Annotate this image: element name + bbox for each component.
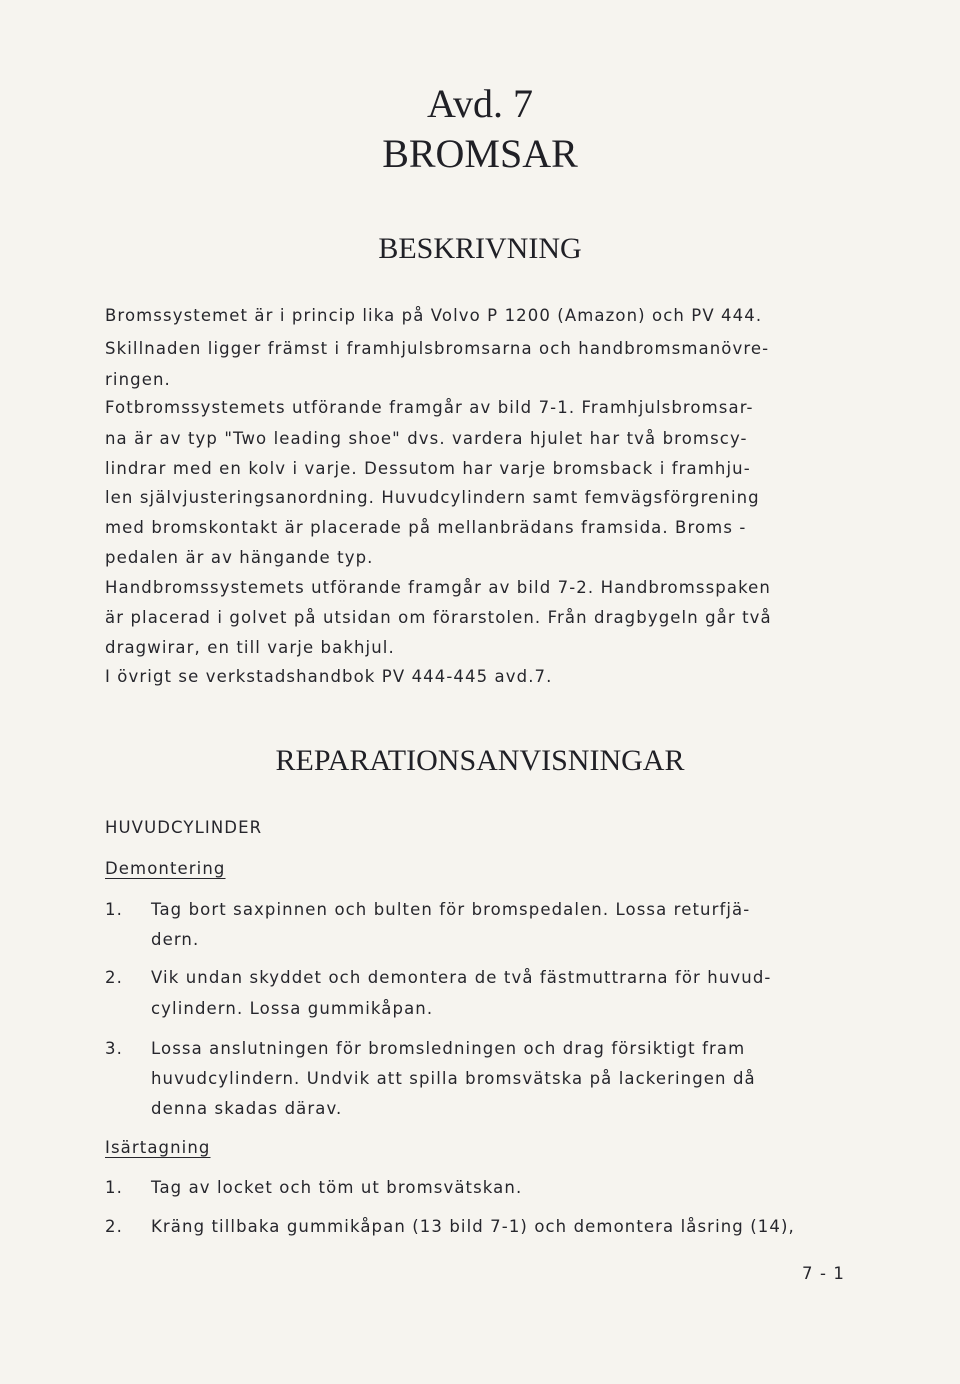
- body-line: med bromskontakt är placerade på mellanbrädans framsida. Broms -: [105, 518, 747, 537]
- body-line: är placerad i golvet på utsidan om förarstolen. Från dragbygeln går två: [105, 608, 772, 627]
- body-line: lindrar med en kolv i varje. Dessutom har varje bromsback i framhju-: [105, 459, 751, 478]
- list-item-text: Tag av locket och töm ut bromsvätskan.: [151, 1178, 523, 1197]
- body-line: ringen.: [105, 370, 171, 389]
- procedure-heading-demontering: Demontering: [105, 859, 226, 878]
- list-item-number: 3.: [105, 1039, 123, 1058]
- subsection-heading-huvudcylinder: HUVUDCYLINDER: [105, 818, 263, 837]
- body-line: Skillnaden ligger främst i framhjulsbromsarna och handbromsmanövre-: [105, 339, 770, 358]
- chapter-title: BROMSAR: [382, 131, 578, 176]
- list-item-number: 2.: [105, 968, 123, 987]
- list-item-text: Tag bort saxpinnen och bulten för bromspedalen. Lossa returfjä-: [151, 900, 751, 919]
- body-line: na är av typ "Two leading shoe" dvs. vardera hjulet har två bromscy-: [105, 429, 748, 448]
- list-item-text: denna skadas därav.: [151, 1099, 343, 1118]
- list-item-number: 1.: [105, 900, 123, 919]
- chapter-heading: Avd. 7: [427, 81, 533, 126]
- body-line: Fotbromssystemets utförande framgår av bild 7-1. Framhjulsbromsar-: [105, 398, 754, 417]
- body-line: pedalen är av hängande typ.: [105, 548, 374, 567]
- list-item-number: 2.: [105, 1217, 123, 1236]
- body-line: len självjusteringsanordning. Huvudcylindern samt femvägsförgrening: [105, 488, 760, 507]
- list-item-text: Vik undan skyddet och demontera de två fästmuttrarna för huvud-: [151, 968, 772, 987]
- list-item-text: huvudcylindern. Undvik att spilla bromsvätska på lackeringen då: [151, 1069, 756, 1088]
- list-item-number: 1.: [105, 1178, 123, 1197]
- section-heading-beskrivning: BESKRIVNING: [378, 232, 582, 265]
- procedure-heading-isartagning: Isärtagning: [105, 1138, 211, 1157]
- body-line: I övrigt se verkstadshandbok PV 444-445 avd.7.: [105, 667, 553, 686]
- body-line: Bromssystemet är i princip lika på Volvo P 1200 (Amazon) och PV 444.: [105, 306, 763, 325]
- list-item-text: Kräng tillbaka gummikåpan (13 bild 7-1) och demontera låsring (14),: [151, 1217, 795, 1236]
- list-item-text: dern.: [151, 930, 200, 949]
- list-item-text: cylindern. Lossa gummikåpan.: [151, 999, 434, 1018]
- body-line: Handbromssystemets utförande framgår av bild 7-2. Handbromsspaken: [105, 578, 771, 597]
- body-line: dragwirar, en till varje bakhjul.: [105, 638, 395, 657]
- section-heading-reparationsanvisningar: REPARATIONSANVISNINGAR: [275, 744, 685, 777]
- page-number: 7 - 1: [802, 1264, 845, 1283]
- list-item-text: Lossa anslutningen för bromsledningen och drag försiktigt fram: [151, 1039, 746, 1058]
